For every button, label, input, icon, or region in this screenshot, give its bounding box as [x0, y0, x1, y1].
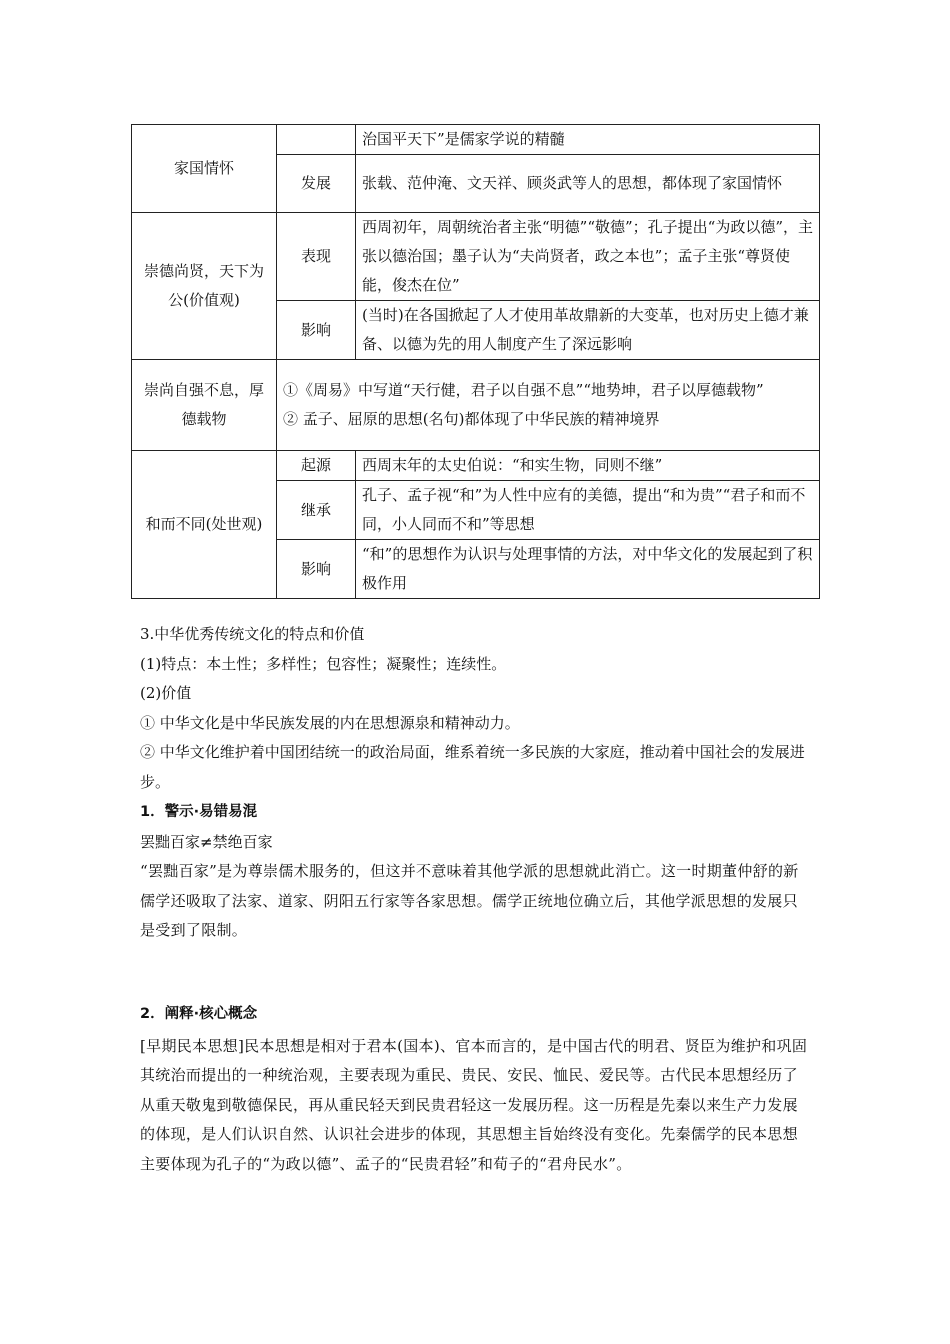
content-cell: 治国平天下”是儒家学说的精髓: [356, 125, 820, 155]
section-heading: 1．警示·易错易混: [140, 804, 258, 820]
section-title: 3.中华优秀传统文化的特点和价值: [140, 625, 365, 643]
category-cell: 崇德尚贤，天下为公(价值观): [132, 213, 277, 360]
content-cell: [277, 360, 820, 451]
category-cell: 和而不同(处世观): [132, 451, 277, 599]
content-line: ② 孟子、屈原的思想(名句)都体现了中华民族的精神境界: [283, 410, 660, 428]
subcategory-cell: 影响: [277, 540, 356, 599]
content-cell: 西周初年，周朝统治者主张“明德”“敬德”；孔子提出“为政以德”，主张以德治国；墨子认为“夫尚贤者，政之本也”；孟子主张“尊贤使能，俊杰在位”: [356, 213, 820, 301]
subtitle: 罢黜百家≠禁绝百家: [140, 832, 273, 851]
content-cell: 西周末年的太史伯说：“和实生物，同则不继”: [356, 451, 820, 481]
paragraph: ② 中华文化维护着中国团结统一的政治局面，维系着统一多民族的大家庭，推动着中国社会的发展进步。: [140, 743, 805, 791]
subcategory-cell: 起源: [277, 451, 356, 481]
content-cell: “和”的思想作为认识与处理事情的方法，对中华文化的发展起到了积极作用: [356, 540, 820, 599]
subcategory-cell: [277, 125, 356, 155]
category-cell: 家国情怀: [132, 125, 277, 213]
concept-section: [140, 1000, 810, 1179]
section-3: [140, 620, 810, 797]
category-cell: 崇尚自强不息，厚德载物: [132, 360, 277, 451]
section-heading: 2．阐释·核心概念: [140, 1006, 258, 1022]
subcategory-cell: 继承: [277, 481, 356, 540]
content-line: ①《周易》中写道“天行健，君子以自强不息”“地势坤，君子以厚德载物”: [283, 381, 764, 399]
subcategory-cell: 发展: [277, 155, 356, 213]
paragraph: (2)价值: [140, 684, 192, 702]
paragraph: ① 中华文化是中华民族发展的内在思想源泉和精神动力。: [140, 713, 520, 732]
paragraph: [早期民本思想]民本思想是相对于君本(国本)、官本而言的，是中国古代的明君、贤臣为维护和巩固其统治而提出的一种统治观，主要表现为重民、贵民、安民、恤民、爱民等。古代民本思想经历了从重天敬鬼到敬德保民，再从重民轻天到民贵君轻这一发展历程。这一历程是先秦以来生产力发展的体现，是人们认识自然、认识社会进步的体现，其思想主旨始终没有变化。先秦儒学的民本思想主要体现为孔子的“为政以德”、孟子的“民贵君轻”和荀子的“君舟民水”。: [140, 1036, 808, 1173]
paragraph: (1)特点：本土性；多样性；包容性；凝聚性；连续性。: [140, 654, 507, 673]
paragraph: “罢黜百家”是为尊崇儒术服务的，但这并不意味着其他学派的思想就此消亡。这一时期董仲舒的新儒学还吸取了法家、道家、阴阳五行家等各家思想。儒学正统地位确立后，其他学派思想的发展只是受到了限制。: [140, 862, 799, 939]
warning-section: [140, 798, 810, 946]
culture-table: [131, 124, 820, 599]
subcategory-cell: 表现: [277, 213, 356, 301]
content-cell: 孔子、孟子视“和”为人性中应有的美德，提出“和为贵”“君子和而不同，小人同而不和”等思想: [356, 481, 820, 540]
content-cell: (当时)在各国掀起了人才使用革故鼎新的大变革，也对历史上德才兼备、以德为先的用人制度产生了深远影响: [356, 301, 820, 360]
subcategory-cell: 影响: [277, 301, 356, 360]
content-cell: 张载、范仲淹、文天祥、顾炎武等人的思想，都体现了家国情怀: [356, 155, 820, 213]
